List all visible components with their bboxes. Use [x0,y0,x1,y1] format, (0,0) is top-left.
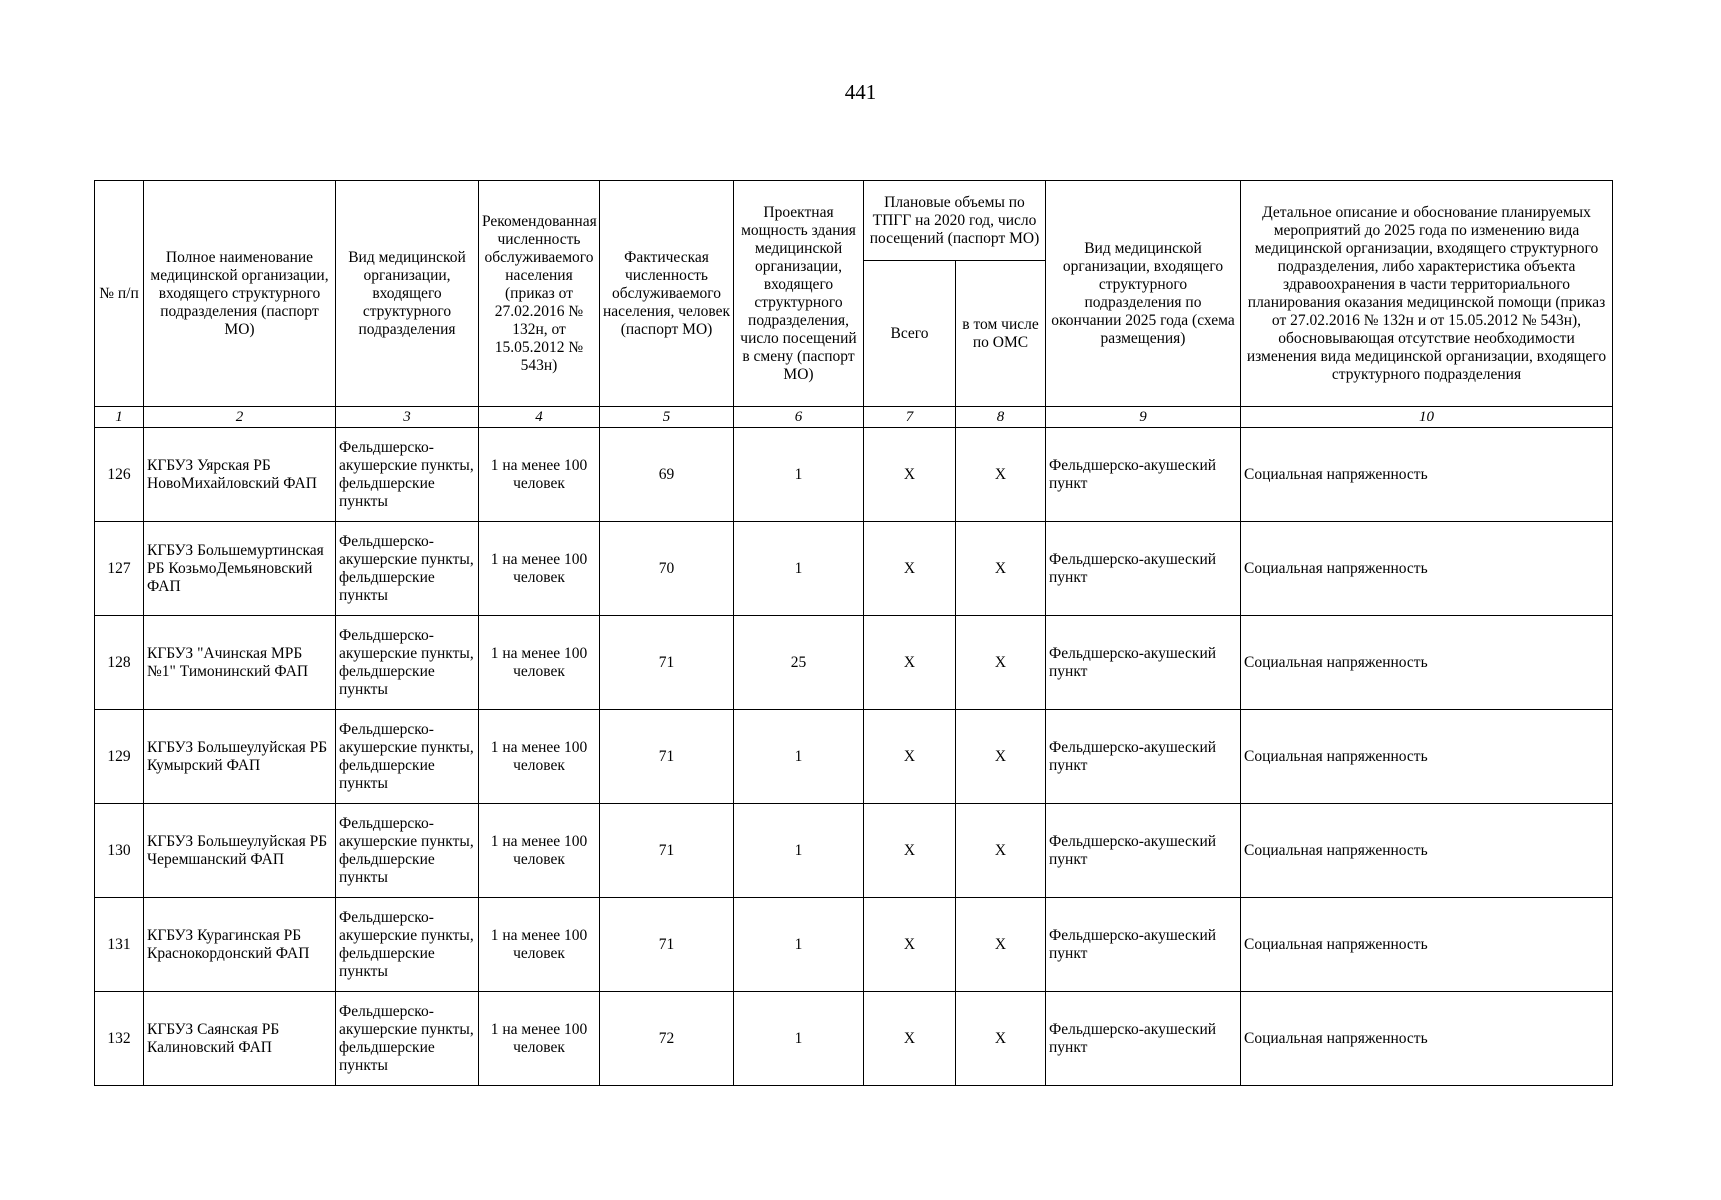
kind-2025: Фельдшерско-акушеский пункт [1046,616,1241,710]
table-row [95,710,1613,804]
design-capacity: 1 [734,710,864,804]
header-actual: Фактическая численность обслуживаемого населения, человек (паспорт МО) [600,181,734,407]
organization-name: КГБУЗ Уярская РБ НовоМихайловский ФАП [144,428,336,522]
planned-oms: X [956,428,1046,522]
column-number: 8 [956,407,1046,428]
kind-2025: Фельдшерско-акушеский пункт [1046,710,1241,804]
organization-name: КГБУЗ "Ачинская МРБ №1" Тимонинский ФАП [144,616,336,710]
organization-name: КГБУЗ Большемуртинская РБ КозьмоДемьяновский ФАП [144,522,336,616]
organization-name: КГБУЗ Курагинская РБ Краснокордонский ФАП [144,898,336,992]
description: Социальная напряженность [1241,804,1613,898]
planned-oms: X [956,710,1046,804]
table-row [95,804,1613,898]
recommended-population: 1 на менее 100 человек [479,616,600,710]
organization-kind: Фельдшерско-акушерские пункты, фельдшерские пункты [336,804,479,898]
table-row [95,616,1613,710]
row-number: 126 [95,428,144,522]
row-number: 127 [95,522,144,616]
kind-2025: Фельдшерско-акушеский пункт [1046,804,1241,898]
header-capacity: Проектная мощность здания медицинской организации, входящего структурного подразделения, число посещений в смену (паспорт МО) [734,181,864,407]
design-capacity: 1 [734,428,864,522]
header-planned-oms: в том числе по ОМС [956,261,1046,407]
column-number: 1 [95,407,144,428]
column-number-row [95,407,1613,428]
organization-name: КГБУЗ Большеулуйская РБ Черемшанский ФАП [144,804,336,898]
column-number: 2 [144,407,336,428]
header-description: Детальное описание и обоснование планируемых мероприятий до 2025 года по изменению вида медицинской организации, входящего структурного подразделения, либо характеристика объекта здравоохранения в части территориального планирования оказания медицинской помощи (приказ от 27.02.2016 № 132н и от 15.05.2012 № 543н), обосновывающая отсутствие необходимости изменения вида медицинской организации, входящего структурного подразделения [1241,181,1613,407]
header-kind: Вид медицинской организации, входящего структурного подразделения [336,181,479,407]
description: Социальная напряженность [1241,898,1613,992]
header-name: Полное наименование медицинской организации, входящего структурного подразделения (паспорт МО) [144,181,336,407]
planned-oms: X [956,522,1046,616]
kind-2025: Фельдшерско-акушеский пункт [1046,428,1241,522]
table-row [95,428,1613,522]
design-capacity: 1 [734,898,864,992]
kind-2025: Фельдшерско-акушеский пункт [1046,992,1241,1086]
design-capacity: 1 [734,992,864,1086]
recommended-population: 1 на менее 100 человек [479,522,600,616]
facilities-table [94,180,1613,1086]
actual-population: 70 [600,522,734,616]
column-number: 3 [336,407,479,428]
organization-name: КГБУЗ Большеулуйская РБ Кумырский ФАП [144,710,336,804]
design-capacity: 1 [734,522,864,616]
organization-kind: Фельдшерско-акушерские пункты, фельдшерские пункты [336,898,479,992]
design-capacity: 1 [734,804,864,898]
row-number: 131 [95,898,144,992]
planned-oms: X [956,992,1046,1086]
organization-kind: Фельдшерско-акушерские пункты, фельдшерские пункты [336,522,479,616]
planned-total: X [864,804,956,898]
description: Социальная напряженность [1241,522,1613,616]
column-number: 10 [1241,407,1613,428]
header-kind-2025: Вид медицинской организации, входящего структурного подразделения по окончании 2025 года (схема размещения) [1046,181,1241,407]
design-capacity: 25 [734,616,864,710]
row-number: 130 [95,804,144,898]
table-row [95,898,1613,992]
actual-population: 71 [600,804,734,898]
table-row [95,992,1613,1086]
planned-oms: X [956,898,1046,992]
planned-total: X [864,522,956,616]
planned-oms: X [956,616,1046,710]
actual-population: 71 [600,898,734,992]
column-number: 4 [479,407,600,428]
planned-total: X [864,898,956,992]
planned-oms: X [956,804,1046,898]
recommended-population: 1 на менее 100 человек [479,428,600,522]
row-number: 128 [95,616,144,710]
description: Социальная напряженность [1241,992,1613,1086]
row-number: 129 [95,710,144,804]
organization-name: КГБУЗ Саянская РБ Калиновский ФАП [144,992,336,1086]
kind-2025: Фельдшерско-акушеский пункт [1046,522,1241,616]
planned-total: X [864,710,956,804]
kind-2025: Фельдшерско-акушеский пункт [1046,898,1241,992]
row-number: 132 [95,992,144,1086]
organization-kind: Фельдшерско-акушерские пункты, фельдшерские пункты [336,992,479,1086]
actual-population: 72 [600,992,734,1086]
actual-population: 69 [600,428,734,522]
column-number: 6 [734,407,864,428]
column-number: 9 [1046,407,1241,428]
actual-population: 71 [600,710,734,804]
description: Социальная напряженность [1241,710,1613,804]
column-number: 5 [600,407,734,428]
organization-kind: Фельдшерско-акушерские пункты, фельдшерские пункты [336,710,479,804]
header-planned: Плановые объемы по ТПГГ на 2020 год, число посещений (паспорт МО) [864,181,1046,261]
organization-kind: Фельдшерско-акушерские пункты, фельдшерские пункты [336,428,479,522]
planned-total: X [864,616,956,710]
table-row [95,522,1613,616]
page-number: 441 [844,80,877,104]
planned-total: X [864,428,956,522]
planned-total: X [864,992,956,1086]
header-num: № п/п [95,181,144,407]
header-planned-total: Всего [864,261,956,407]
description: Социальная напряженность [1241,616,1613,710]
recommended-population: 1 на менее 100 человек [479,898,600,992]
column-number: 7 [864,407,956,428]
organization-kind: Фельдшерско-акушерские пункты, фельдшерские пункты [336,616,479,710]
description: Социальная напряженность [1241,428,1613,522]
recommended-population: 1 на менее 100 человек [479,710,600,804]
recommended-population: 1 на менее 100 человек [479,992,600,1086]
actual-population: 71 [600,616,734,710]
recommended-population: 1 на менее 100 человек [479,804,600,898]
header-recommended: Рекомендованная численность обслуживаемого населения (приказ от 27.02.2016 № 132н, от 15.05.2012 № 543н) [479,181,600,407]
